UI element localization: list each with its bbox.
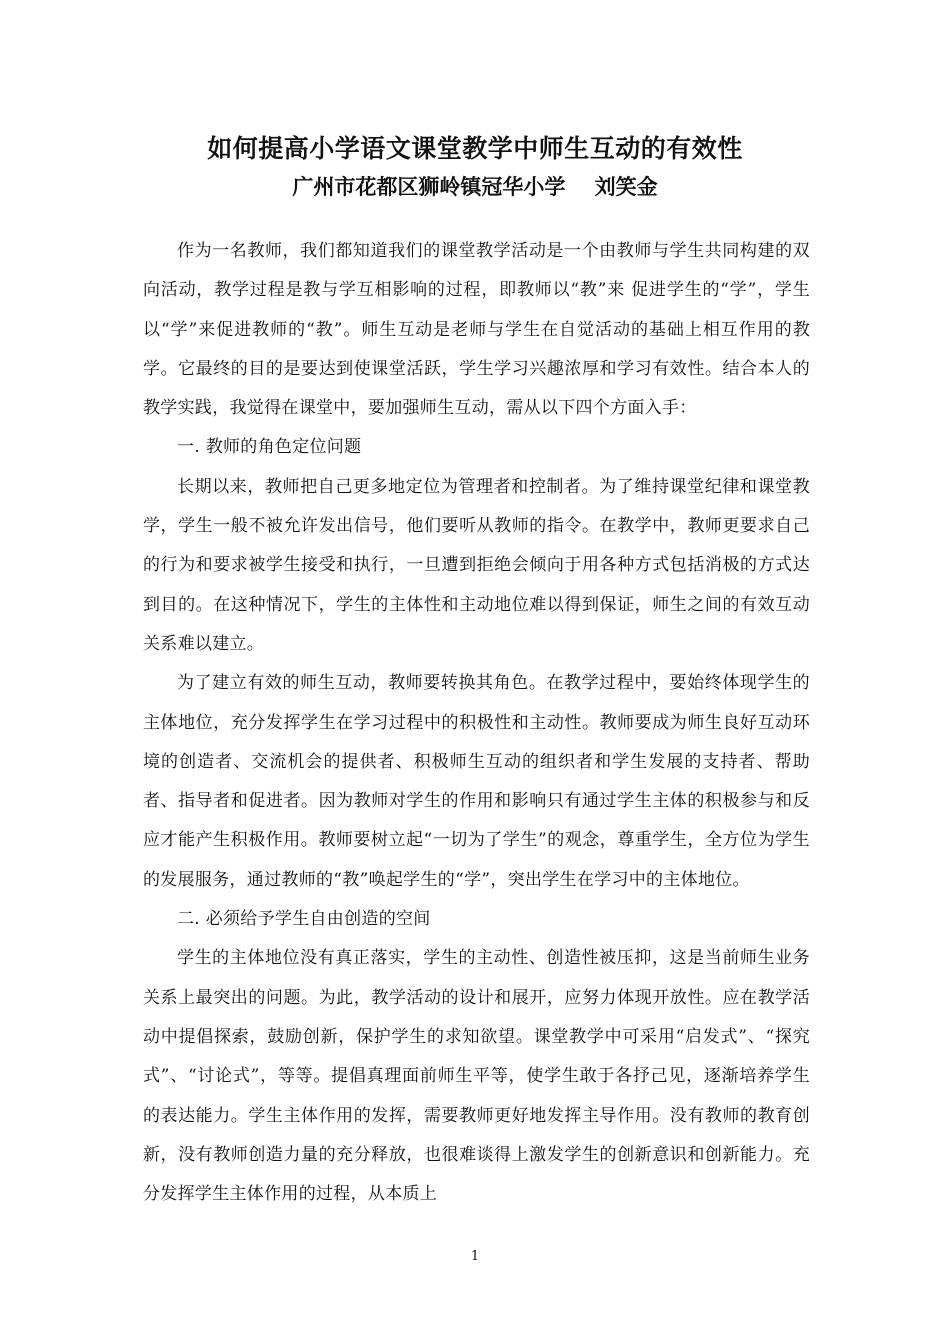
section-heading-1: 一. 教师的角色定位问题	[177, 437, 362, 458]
paragraph: 为了建立有效的师生互动，教师要转换其角色。在教学过程中，要始终体现学生的主体地位，充分发挥学生在学习过程中的积极性和主动性。教师要成为师生良好互动环境的创造者、交流机会的提供者、积极师生互动的组织者和学生发展的支持者、帮助者、指导者和促进者。因为教师对学生的作用和影响只有通过学生主体的积极参与和反应才能产生积极作用。教师要树立起“一切为了学生”的观念，尊重学生，全方位为学生的发展服务，通过教师的“教”唤起学生的“学”，突出学生在学习中的主体地位。	[143, 673, 810, 890]
document-body	[143, 232, 810, 1214]
paragraph: 学生的主体地位没有真正落实，学生的主动性、创造性被压抑，这是当前师生业务关系上最突出的问题。为此，教学活动的设计和展开，应努力体现开放性。应在教学活动中提倡探索，鼓励创新，保护学生的求知欲望。课堂教学中可采用“启发式”、“探究式”、“讨论式”，等等。提倡真理面前师生平等，使学生敢于各抒己见，逐渐培养学生的表达能力。学生主体作用的发挥，需要教师更好地发挥主导作用。没有教师的教育创新，没有教师创造力量的充分释放，也很难谈得上激发学生的创新意识和创新能力。充分发挥学生主体作用的过程，从本质上	[143, 948, 810, 1205]
author-affiliation: 广州市花都区狮岭镇冠华小学 刘笑金	[292, 174, 658, 199]
section-heading-2: 二. 必须给予学生自由创造的空间	[177, 909, 431, 930]
paragraph-intro: 作为一名教师，我们都知道我们的课堂教学活动是一个由教师与学生共同构建的双向活动，教学过程是教与学互相影响的过程，即教师以“教”来 促进学生的“学”，学生以“学”来促进教师的“教”。师生互动是老师与学生在自觉活动的基础上相互作用的教学。它最终的目的是要达到使课堂活跃，学生学习兴趣浓厚和学习有效性。结合本人的教学实践，我觉得在课堂中，要加强师生互动，需从以下四个方面入手：	[143, 241, 810, 419]
page-title: 如何提高小学语文课堂教学中师生互动的有效性	[207, 134, 743, 163]
paragraph: 长期以来，教师把自己更多地定位为管理者和控制者。为了维持课堂纪律和课堂教学，学生一般不被允许发出信号，他们要听从教师的指令。在教学中，教师更要求自己的行为和要求被学生接受和执行，一旦遭到拒绝会倾向于用各种方式包括消极的方式达到目的。在这种情况下，学生的主体性和主动地位难以得到保证，师生之间的有效互动关系难以建立。	[143, 476, 810, 654]
page-number: 1	[470, 1249, 480, 1264]
